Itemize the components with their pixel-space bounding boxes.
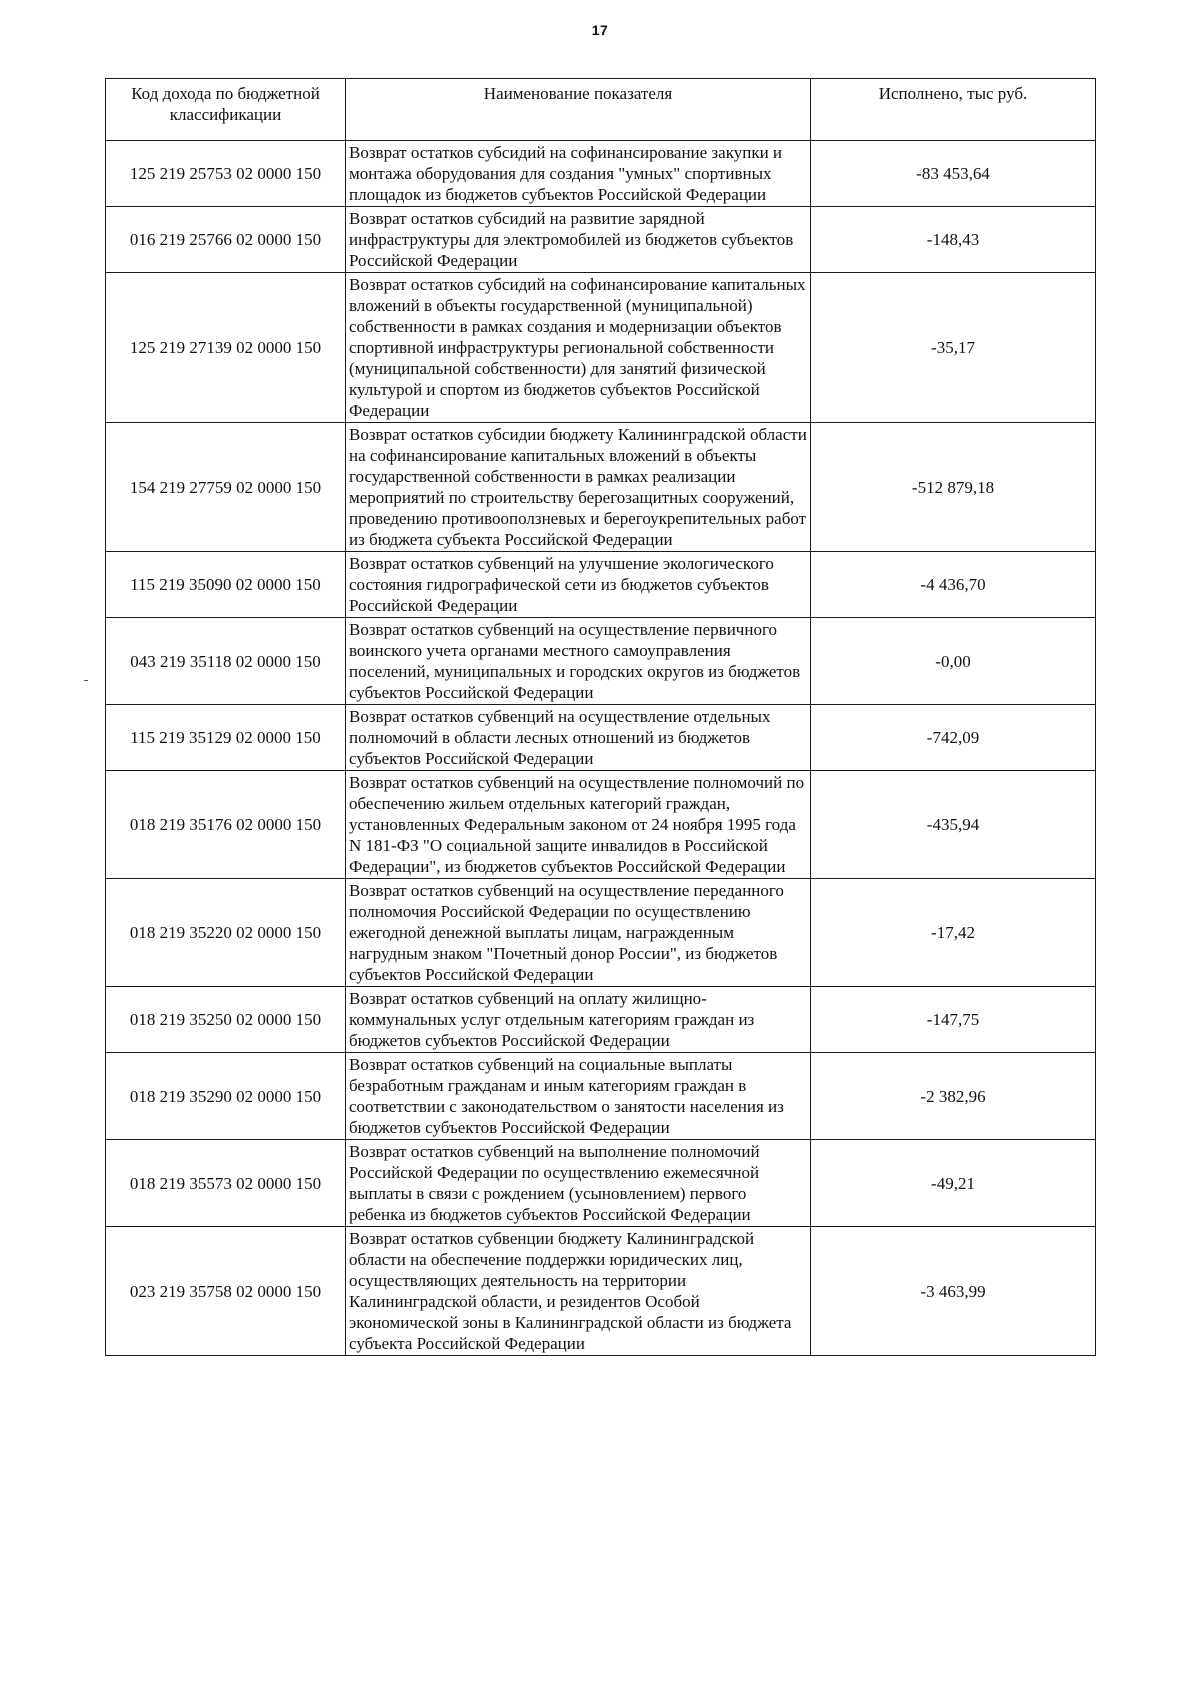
executed-value-cell: -512 879,18 [811,423,1096,552]
executed-value-cell: -83 453,64 [811,141,1096,207]
table-row [106,879,1096,987]
table-row [106,1053,1096,1140]
header-name: Наименование показателя [346,79,811,141]
income-code-cell: 018 219 35220 02 0000 150 [106,879,346,987]
executed-value-cell: -0,00 [811,618,1096,705]
page-number: 17 [591,22,609,38]
indicator-name-cell: Возврат остатков субвенций на осуществление переданного полномочия Российской Федерации по осуществлению ежегодной денежной выплаты лицам, награжденным нагрудным знаком "Почетный донор России", из бюджетов субъектов Российской Федерации [346,879,811,987]
income-code-cell: 018 219 35573 02 0000 150 [106,1140,346,1227]
indicator-name-cell: Возврат остатков субвенций на социальные выплаты безработным гражданам и иным категориям граждан в соответствии с законодательством о занятости населения из бюджетов субъектов Российской Федерации [346,1053,811,1140]
indicator-name-cell: Возврат остатков субсидий на развитие зарядной инфраструктуры для электромобилей из бюджетов субъектов Российской Федерации [346,207,811,273]
table-row [106,423,1096,552]
table-row [106,273,1096,423]
indicator-name-cell: Возврат остатков субвенций на осуществление отдельных полномочий в области лесных отношений из бюджетов субъектов Российской Федерации [346,705,811,771]
scan-artifact [84,680,88,681]
income-code-cell: 018 219 35250 02 0000 150 [106,987,346,1053]
indicator-name-cell: Возврат остатков субвенций на осуществление первичного воинского учета органами местного самоуправления поселений, муниципальных и городских округов из бюджетов субъектов Российской Федерации [346,618,811,705]
executed-value-cell: -17,42 [811,879,1096,987]
table-row [106,987,1096,1053]
budget-income-table [105,78,1096,1356]
indicator-name-cell: Возврат остатков субсидий на софинансирование капитальных вложений в объекты государственной (муниципальной) собственности в рамках создания и модернизации объектов спортивной инфраструктуры региональной собственности (муниципальной собственности) для занятий физической культурой и спортом из бюджетов субъектов Российской Федерации [346,273,811,423]
executed-value-cell: -147,75 [811,987,1096,1053]
header-code: Код дохода по бюджетной классификации [106,79,346,141]
indicator-name-cell: Возврат остатков субвенций на оплату жилищно-коммунальных услуг отдельным категориям граждан из бюджетов субъектов Российской Федерации [346,987,811,1053]
indicator-name-cell: Возврат остатков субвенции бюджету Калининградской области на обеспечение поддержки юридических лиц, осуществляющих деятельность на территории Калининградской области, и резидентов Особой экономической зоны в Калининградской области из бюджета субъекта Российской Федерации [346,1227,811,1356]
table-row [106,141,1096,207]
income-code-cell: 018 219 35176 02 0000 150 [106,771,346,879]
income-code-cell: 154 219 27759 02 0000 150 [106,423,346,552]
table-row [106,618,1096,705]
table-row [106,1227,1096,1356]
income-code-cell: 043 219 35118 02 0000 150 [106,618,346,705]
income-code-cell: 115 219 35090 02 0000 150 [106,552,346,618]
indicator-name-cell: Возврат остатков субвенций на улучшение экологического состояния гидрографической сети из бюджетов субъектов Российской Федерации [346,552,811,618]
executed-value-cell: -3 463,99 [811,1227,1096,1356]
income-code-cell: 023 219 35758 02 0000 150 [106,1227,346,1356]
table-row [106,705,1096,771]
income-code-cell: 125 219 27139 02 0000 150 [106,273,346,423]
table-row [106,207,1096,273]
indicator-name-cell: Возврат остатков субвенций на осуществление полномочий по обеспечению жильем отдельных категорий граждан, установленных Федеральным законом от 24 ноября 1995 года N 181-ФЗ "О социальной защите инвалидов в Российской Федерации", из бюджетов субъектов Российской Федерации [346,771,811,879]
header-value: Исполнено, тыс руб. [811,79,1096,141]
executed-value-cell: -4 436,70 [811,552,1096,618]
income-code-cell: 115 219 35129 02 0000 150 [106,705,346,771]
indicator-name-cell: Возврат остатков субсидии бюджету Калининградской области на софинансирование капитальных вложений в объекты государственной собственности в рамках реализации мероприятий по строительству берегозащитных сооружений, проведению противооползневых и берегоукрепительных работ из бюджета субъекта Российской Федерации [346,423,811,552]
indicator-name-cell: Возврат остатков субсидий на софинансирование закупки и монтажа оборудования для создания "умных" спортивных площадок из бюджетов субъектов Российской Федерации [346,141,811,207]
indicator-name-cell: Возврат остатков субвенций на выполнение полномочий Российской Федерации по осуществлению ежемесячной выплаты в связи с рождением (усыновлением) первого ребенка из бюджетов субъектов Российской Федерации [346,1140,811,1227]
income-code-cell: 016 219 25766 02 0000 150 [106,207,346,273]
executed-value-cell: -742,09 [811,705,1096,771]
executed-value-cell: -49,21 [811,1140,1096,1227]
income-code-cell: 125 219 25753 02 0000 150 [106,141,346,207]
table-row [106,1140,1096,1227]
table-row [106,771,1096,879]
executed-value-cell: -2 382,96 [811,1053,1096,1140]
executed-value-cell: -148,43 [811,207,1096,273]
table-header-row [106,79,1096,141]
executed-value-cell: -35,17 [811,273,1096,423]
executed-value-cell: -435,94 [811,771,1096,879]
table-row [106,552,1096,618]
income-code-cell: 018 219 35290 02 0000 150 [106,1053,346,1140]
